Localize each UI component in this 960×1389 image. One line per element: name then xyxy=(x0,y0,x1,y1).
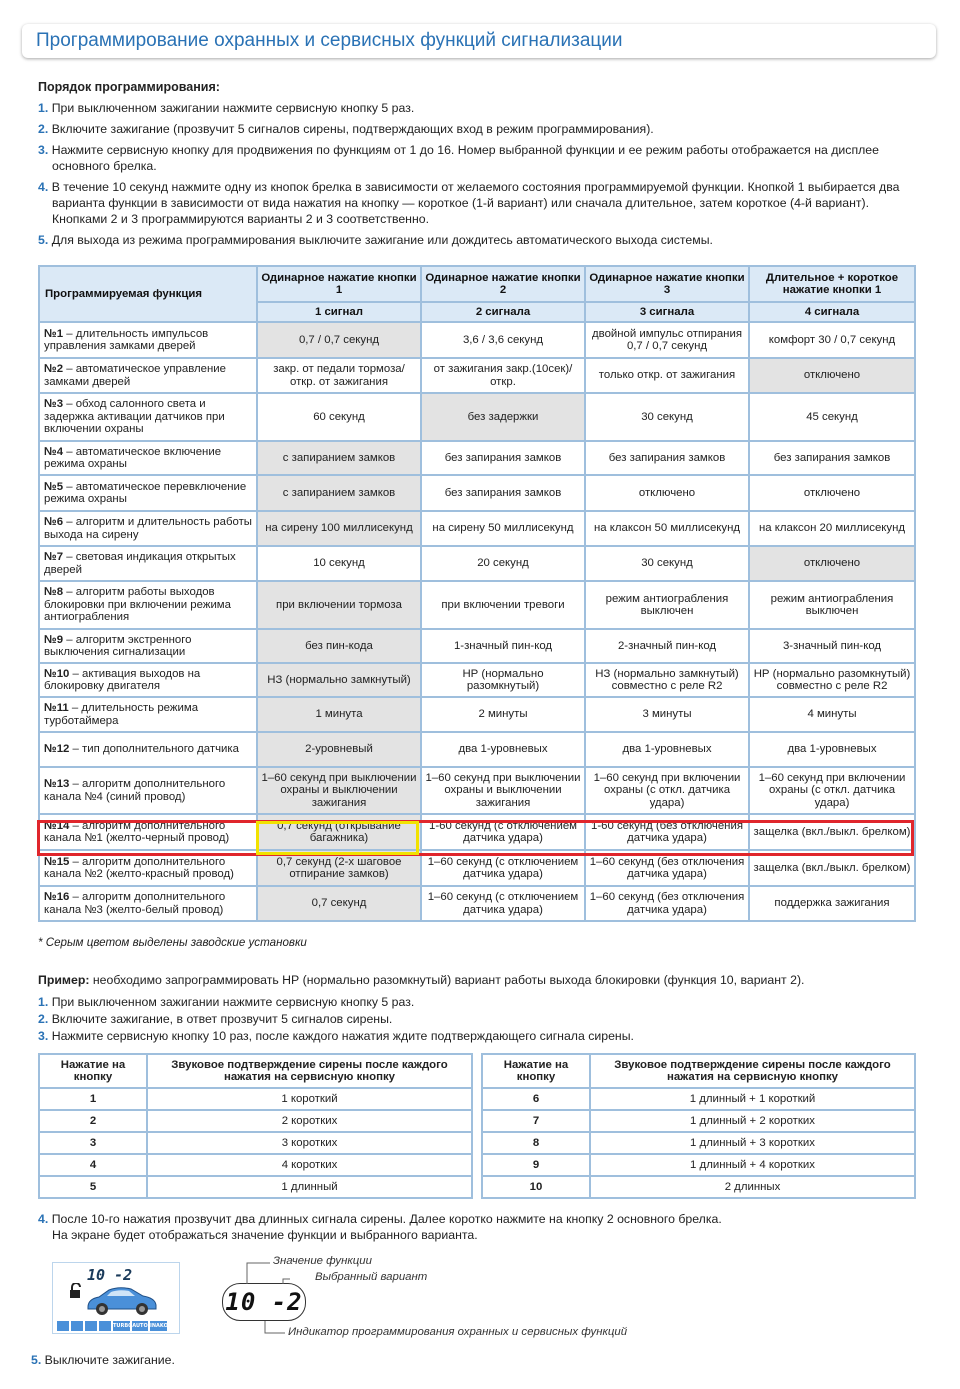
header-confirmation: Звуковое подтверждение сирены после каждого нажатия на сервисную кнопку xyxy=(590,1054,915,1088)
option-cell: 1–60 секунд при выключении охраны и выключении зажигания xyxy=(421,767,585,814)
press-count: 2 xyxy=(39,1110,147,1132)
step-number: 5. xyxy=(31,1353,42,1367)
press-confirmation: 1 длинный + 2 коротких xyxy=(590,1110,915,1132)
option-cell: 1–60 секунд (с отключением датчика удара) xyxy=(421,850,585,886)
example-label: Пример: xyxy=(38,973,90,987)
header-press: Нажатие на кнопку xyxy=(482,1054,590,1088)
option-cell: защелка (вкл./выкл. брелком) xyxy=(749,814,915,850)
header-button-1: Одинарное нажатие кнопки 1 xyxy=(257,266,421,302)
function-name xyxy=(39,581,257,629)
procedure xyxy=(38,80,918,253)
press-count: 10 xyxy=(482,1176,590,1198)
function-name xyxy=(39,322,257,358)
label-indicator: Индикатор программирования охранных и сервисных функций xyxy=(288,1326,628,1338)
option-cell: с запиранием замков xyxy=(257,475,421,511)
option-cell: без задержки xyxy=(421,393,585,441)
table-row xyxy=(39,886,915,921)
option-cell: 60 секунд xyxy=(257,393,421,441)
function-number: №4 xyxy=(44,445,64,458)
callout-lines xyxy=(240,1255,290,1340)
press-count: 9 xyxy=(482,1154,590,1176)
step-text: Нажмите сервисную кнопку для продвижения по функциям от 1 до 16. Номер выбранной функции и ее режим работы отображается на дисплее основного брелка. xyxy=(51,143,879,173)
step-text: Включите зажигание, в ответ прозвучит 5 сигналов сирены. xyxy=(51,1012,393,1026)
lock-small-icon xyxy=(71,1321,83,1331)
function-number: №7 xyxy=(44,551,64,563)
option-cell: 3,6 / 3,6 секунд xyxy=(421,322,585,358)
option-cell: 2-значный пин-код xyxy=(585,629,749,663)
press-confirmation: 3 коротких xyxy=(147,1132,472,1154)
function-name xyxy=(39,850,257,886)
option-cell: на клаксон 50 миллисекунд xyxy=(585,511,749,546)
table-row xyxy=(39,850,915,886)
option-cell: поддержка зажигания xyxy=(749,886,915,921)
function-description: – алгоритм дополнительного канала №3 (желто-белый провод) xyxy=(44,891,226,916)
procedure-step xyxy=(38,100,918,116)
example-text: необходимо запрограммировать НР (нормально разомкнутый) вариант работы выхода блокировки (функция 10, вариант 2). xyxy=(89,973,805,987)
function-description: – алгоритм дополнительного канала №4 (синий провод) xyxy=(44,778,226,803)
function-number: №2 xyxy=(44,363,64,375)
table-row xyxy=(39,393,915,441)
function-number: №3 xyxy=(44,398,64,411)
table-row xyxy=(39,697,915,732)
press-count: 6 xyxy=(482,1088,590,1110)
option-cell: 30 секунд xyxy=(585,393,749,441)
option-cell: НЗ (нормально замкнутый) совместно с реле R2 xyxy=(585,663,749,697)
segment-value: 10 -2 xyxy=(225,1288,303,1316)
option-cell: режим антиограбления выключен xyxy=(585,581,749,629)
step-number: 1. xyxy=(38,101,49,115)
final-step-5 xyxy=(31,1353,175,1367)
function-description: – активация выходов на блокировку двигателя xyxy=(44,667,201,692)
option-cell: 2 минуты xyxy=(421,697,585,732)
page-title: Программирование охранных и сервисных функций сигнализации xyxy=(22,24,936,58)
step-number: 4. xyxy=(38,1212,49,1226)
function-number: №5 xyxy=(44,480,64,493)
step-text: На экране будет отображаться значение функции и выбранного варианта. xyxy=(52,1228,478,1242)
option-cell: 1–60 секунд (с отключением датчика удара) xyxy=(421,886,585,921)
option-cell: без пин-кода xyxy=(257,629,421,663)
option-cell: 0,7 секунд (открывание багажника) xyxy=(257,814,421,850)
option-cell: комфорт 30 / 0,7 секунд xyxy=(749,322,915,358)
function-description: – автоматическое включение режима охраны xyxy=(44,445,222,470)
option-cell: 1–60 секунд (без отключения датчика удара) xyxy=(585,850,749,886)
press-row xyxy=(39,1176,472,1198)
header-press: Нажатие на кнопку xyxy=(39,1054,147,1088)
function-name xyxy=(39,511,257,546)
header-signal-1: 1 сигнал xyxy=(257,302,421,322)
option-cell: при включении тормоза xyxy=(257,581,421,629)
option-cell: закр. от педали тормоза/ откр. от зажигания xyxy=(257,358,421,393)
option-cell: 0,7 секунд xyxy=(257,886,421,921)
header-button-long: Длительное + короткое нажатие кнопки 1 xyxy=(749,266,915,302)
procedure-step xyxy=(38,142,918,174)
function-number: №14 xyxy=(44,819,70,832)
label-variant: Выбранный вариант xyxy=(315,1271,428,1283)
option-cell: отключено xyxy=(749,358,915,393)
option-cell: 3 минуты xyxy=(585,697,749,732)
step-number: 1. xyxy=(38,995,49,1009)
function-description: – алгоритм экстренного выключения сигнализации xyxy=(44,633,192,658)
step-number: 5. xyxy=(38,233,49,247)
press-row xyxy=(39,1132,472,1154)
function-description: – длительность импульсов управления замками дверей xyxy=(44,327,209,352)
option-cell: при включении тревоги xyxy=(421,581,585,629)
option-cell: два 1-уровневых xyxy=(421,732,585,767)
function-number: №9 xyxy=(44,633,64,646)
table-row xyxy=(39,441,915,475)
step-text: При выключенном зажигании нажмите сервисную кнопку 5 раз. xyxy=(51,101,415,115)
table-row xyxy=(39,767,915,814)
option-cell: 1 минута xyxy=(257,697,421,732)
table-row xyxy=(39,546,915,581)
press-confirmation: 1 короткий xyxy=(147,1088,472,1110)
example xyxy=(38,973,918,1045)
press-confirmation: 2 коротких xyxy=(147,1110,472,1132)
step-text: В течение 10 секунд нажмите одну из кнопок брелка в зависимости от желаемого состояния программируемой функции. Кнопкой 1 выбирается два варианта функции в зависимости от вида нажатия на кнопку — короткое (1-й вариант) или сначала длительное, затем короткое (4-й вариант). Кнопками 2 и 3 программируются варианты 2 и 3 соответственно. xyxy=(51,180,900,226)
header-function: Программируемая функция xyxy=(39,266,257,322)
option-cell: 1-значный пин-код xyxy=(421,629,585,663)
function-name xyxy=(39,886,257,921)
option-cell: НЗ (нормально замкнутый) xyxy=(257,663,421,697)
step-number: 2. xyxy=(38,122,49,136)
option-cell: 30 секунд xyxy=(585,546,749,581)
option-cell: 1–60 секунд при включении охраны (с откл. датчика удара) xyxy=(749,767,915,814)
header-signal-3: 3 сигнала xyxy=(585,302,749,322)
option-cell: 2-уровневый xyxy=(257,732,421,767)
option-cell: 1–60 секунд (без отключения датчика удара) xyxy=(585,886,749,921)
header-button-2: Одинарное нажатие кнопки 2 xyxy=(421,266,585,302)
functions-table xyxy=(38,265,916,922)
function-name xyxy=(39,814,257,850)
option-cell: на сирену 100 миллисекунд xyxy=(257,511,421,546)
option-cell: НР (нормально разомкнутый) совместно с реле R2 xyxy=(749,663,915,697)
press-confirmation: 1 длинный + 3 коротких xyxy=(590,1132,915,1154)
option-cell: двойной импульс отпирания 0,7 / 0,7 секунд xyxy=(585,322,749,358)
press-count: 5 xyxy=(39,1176,147,1198)
press-row xyxy=(482,1110,915,1132)
function-number: №13 xyxy=(44,778,70,790)
procedure-step xyxy=(38,179,918,227)
procedure-step xyxy=(38,121,918,137)
option-cell: 1-60 секунд (с отключением датчика удара) xyxy=(421,814,585,850)
function-description: – автоматическое перевключение режима охраны xyxy=(44,480,247,505)
function-number: №15 xyxy=(44,855,70,868)
function-description: – тип дополнительного датчика xyxy=(69,743,239,756)
function-description: – автоматическое управление замками дверей xyxy=(44,363,226,388)
table-row xyxy=(39,475,915,511)
option-cell: без запирания замков xyxy=(421,441,585,475)
table-row xyxy=(39,511,915,546)
function-number: №10 xyxy=(44,667,70,680)
function-number: №12 xyxy=(44,743,70,756)
function-name xyxy=(39,663,257,697)
function-name xyxy=(39,475,257,511)
function-description: – алгоритм дополнительного канала №1 (желто-черный провод) xyxy=(44,819,230,844)
header-signal-2: 2 сигнала xyxy=(421,302,585,322)
cross-icon xyxy=(85,1321,97,1331)
press-confirmation: 1 длинный + 1 короткий xyxy=(590,1088,915,1110)
function-description: – световая индикация открытых дверей xyxy=(44,551,236,576)
function-description: – алгоритм работы выходов блокировки при включении режима антиограбления xyxy=(44,586,231,624)
press-row xyxy=(482,1132,915,1154)
function-number: №6 xyxy=(44,516,64,528)
option-cell: от зажигания закр.(10сек)/ откр. xyxy=(421,358,585,393)
step-text: Выключите зажигание. xyxy=(41,1353,175,1367)
function-name xyxy=(39,767,257,814)
option-cell: без запирания замков xyxy=(585,441,749,475)
presses-table-left xyxy=(38,1053,473,1199)
lcd-value: 10 -2 xyxy=(87,1266,133,1284)
function-number: №16 xyxy=(44,891,70,903)
option-cell: 0,7 секунд (2-х шаговое отпирание замков) xyxy=(257,850,421,886)
press-count: 3 xyxy=(39,1132,147,1154)
function-name xyxy=(39,441,257,475)
option-cell: на клаксон 20 миллисекунд xyxy=(749,511,915,546)
inako-icon: INAKO xyxy=(150,1323,168,1329)
option-cell: 0,7 / 0,7 секунд xyxy=(257,322,421,358)
option-cell: на сирену 50 миллисекунд xyxy=(421,511,585,546)
step-text: Нажмите сервисную кнопку 10 раз, после каждого нажатия ждите подтверждающего сигнала сирены. xyxy=(51,1029,634,1043)
press-row xyxy=(482,1176,915,1198)
press-count: 1 xyxy=(39,1088,147,1110)
step-number: 2. xyxy=(38,1012,49,1026)
function-name xyxy=(39,629,257,663)
presses-table-right xyxy=(481,1053,916,1199)
step-number: 3. xyxy=(38,143,49,157)
procedure-heading: Порядок программирования: xyxy=(38,80,220,94)
table-row xyxy=(39,322,915,358)
function-name xyxy=(39,393,257,441)
press-count: 8 xyxy=(482,1132,590,1154)
step-text: После 10-го нажатия прозвучит два длинных сигнала сирены. Далее коротко нажмите на кнопку 2 основного брелка. xyxy=(51,1212,722,1226)
auto-icon: AUTO xyxy=(132,1323,148,1329)
header-confirmation: Звуковое подтверждение сирены после каждого нажатия на сервисную кнопку xyxy=(147,1054,472,1088)
function-description: – алгоритм дополнительного канала №2 (желто-красный провод) xyxy=(44,855,234,880)
option-cell: отключено xyxy=(585,475,749,511)
wrench-icon xyxy=(99,1321,111,1331)
press-row xyxy=(39,1088,472,1110)
table-row xyxy=(39,732,915,767)
press-count: 7 xyxy=(482,1110,590,1132)
option-cell: только откр. от зажигания xyxy=(585,358,749,393)
procedure-step xyxy=(38,232,918,248)
example-step xyxy=(38,994,918,1010)
function-name xyxy=(39,697,257,732)
option-cell: 1–60 секунд при включении охраны (с откл. датчика удара) xyxy=(585,767,749,814)
step-text: Включите зажигание (прозвучит 5 сигналов сирены, подтверждающих вход в режим программирования). xyxy=(51,122,654,136)
function-number: №11 xyxy=(44,702,69,714)
option-cell: 20 секунд xyxy=(421,546,585,581)
table-row xyxy=(39,581,915,629)
display-icon-strip xyxy=(57,1321,167,1331)
option-cell: отключено xyxy=(749,475,915,511)
option-cell: с запиранием замков xyxy=(257,441,421,475)
example-heading xyxy=(38,973,918,988)
example-step xyxy=(38,1011,918,1027)
option-cell: НР (нормально разомкнутый) xyxy=(421,663,585,697)
step-text: При выключенном зажигании нажмите сервисную кнопку 5 раз. xyxy=(51,995,415,1009)
press-row xyxy=(482,1154,915,1176)
option-cell: отключено xyxy=(749,546,915,581)
option-cell: 1-60 секунд (без отключения датчика удара) xyxy=(585,814,749,850)
option-cell: 10 секунд xyxy=(257,546,421,581)
function-name xyxy=(39,358,257,393)
option-cell: два 1-уровневых xyxy=(585,732,749,767)
footnote: * Серым цветом выделены заводские установки xyxy=(38,936,307,949)
function-description: – обход салонного света и задержка активации датчиков при включении охраны xyxy=(44,398,225,436)
press-confirmation: 1 длинный + 4 коротких xyxy=(590,1154,915,1176)
press-confirmation: 2 длинных xyxy=(590,1176,915,1198)
example-step xyxy=(38,1028,918,1044)
press-count: 4 xyxy=(39,1154,147,1176)
tool-icon xyxy=(57,1321,69,1331)
press-confirmation: 4 коротких xyxy=(147,1154,472,1176)
final-step-4 xyxy=(38,1211,918,1243)
function-name xyxy=(39,732,257,767)
header-button-3: Одинарное нажатие кнопки 3 xyxy=(585,266,749,302)
table-row xyxy=(39,663,915,697)
function-description: – длительность режима турботаймера xyxy=(44,702,199,727)
header-signal-4: 4 сигнала xyxy=(749,302,915,322)
press-row xyxy=(39,1154,472,1176)
function-description: – алгоритм и длительность работы выхода на сирену xyxy=(44,516,252,541)
keyfob-display xyxy=(52,1262,180,1334)
option-cell: 4 минуты xyxy=(749,697,915,732)
option-cell: без запирания замков xyxy=(421,475,585,511)
table-row xyxy=(39,358,915,393)
option-cell: без запирания замков xyxy=(749,441,915,475)
function-name xyxy=(39,546,257,581)
function-number: №1 xyxy=(44,327,64,340)
press-row xyxy=(39,1110,472,1132)
step-text: Для выхода из режима программирования выключите зажигание или дождитесь автоматического выхода системы. xyxy=(51,233,713,247)
option-cell: защелка (вкл./выкл. брелком) xyxy=(749,850,915,886)
option-cell: два 1-уровневых xyxy=(749,732,915,767)
car-icon xyxy=(85,1283,159,1317)
lock-icon xyxy=(69,1283,83,1299)
option-cell: 45 секунд xyxy=(749,393,915,441)
step-number: 3. xyxy=(38,1029,49,1043)
press-row xyxy=(482,1088,915,1110)
option-cell: 1–60 секунд при выключении охраны и выключении зажигания xyxy=(257,767,421,814)
option-cell: 3-значный пин-код xyxy=(749,629,915,663)
table-row xyxy=(39,814,915,850)
step-number: 4. xyxy=(38,180,49,194)
table-row xyxy=(39,629,915,663)
press-confirmation: 1 длинный xyxy=(147,1176,472,1198)
turbo-icon: TURBO xyxy=(113,1323,133,1329)
option-cell: режим антиограбления выключен xyxy=(749,581,915,629)
function-number: №8 xyxy=(44,586,64,599)
label-function-value: Значение функции xyxy=(273,1255,372,1267)
